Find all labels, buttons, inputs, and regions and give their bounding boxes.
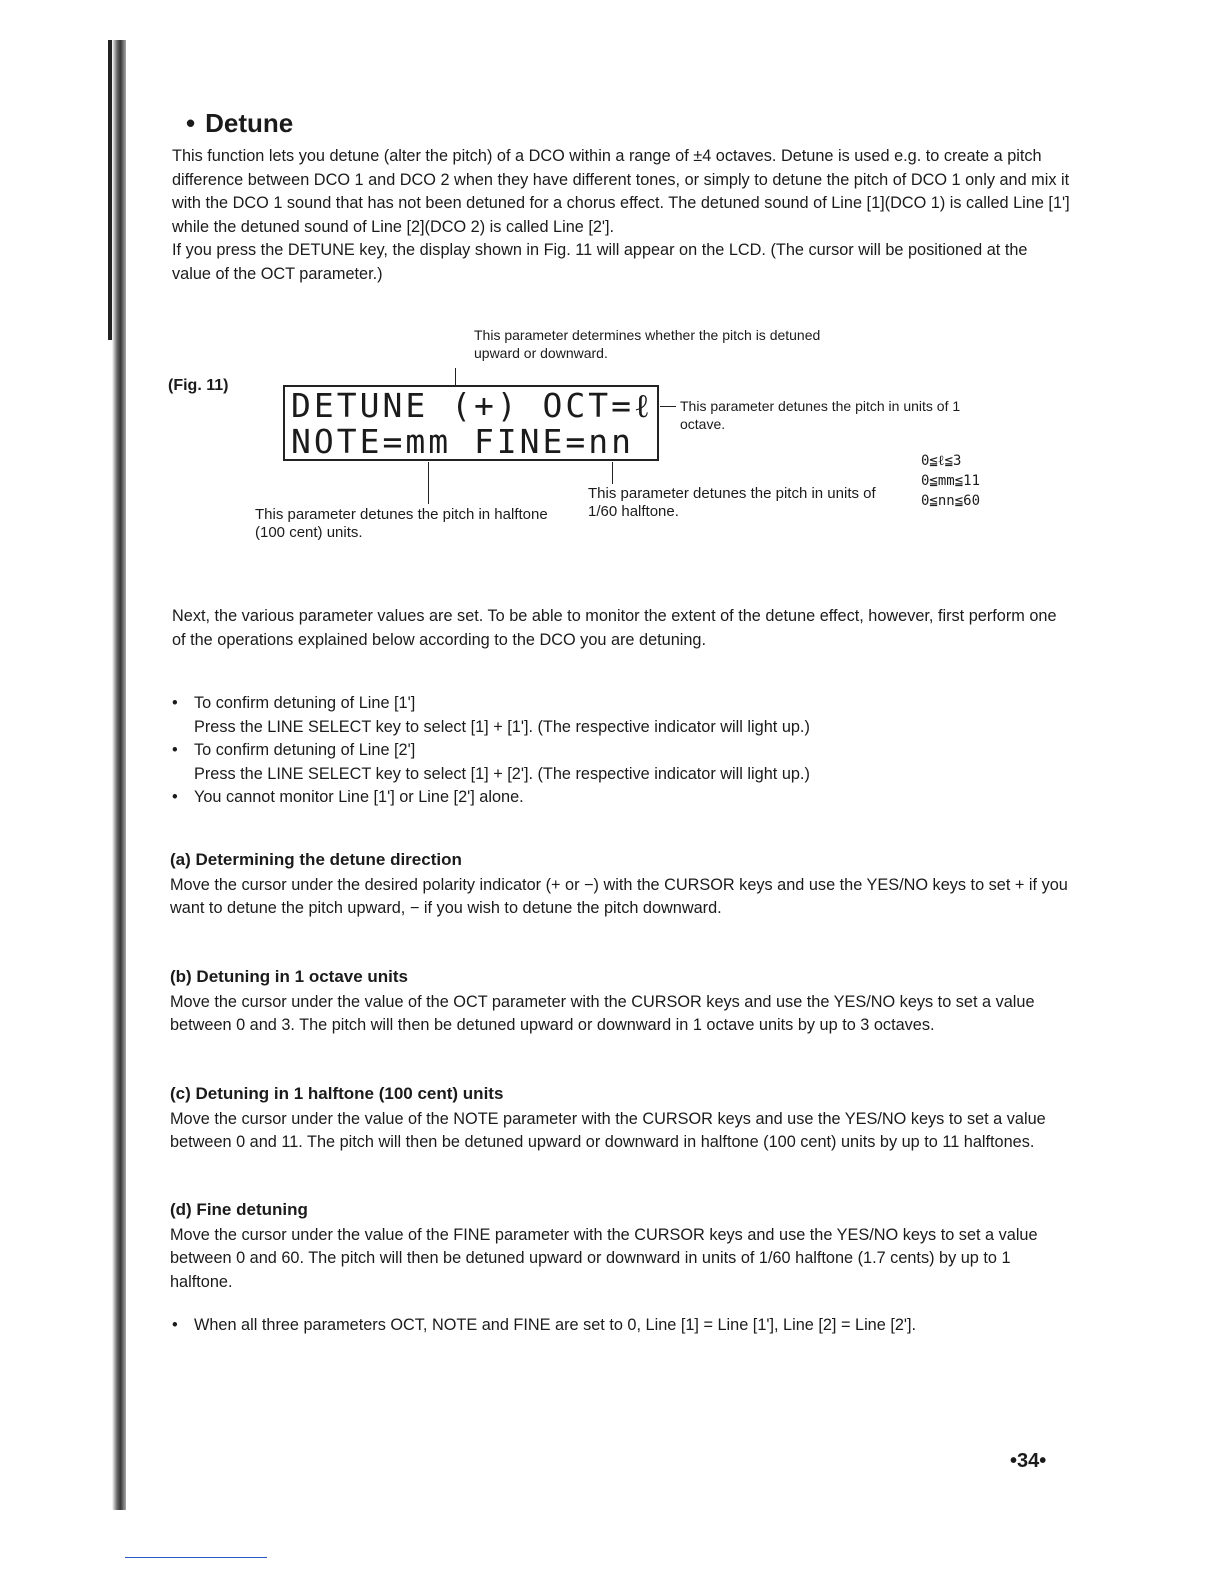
- section-heading: (d) Fine detuning: [170, 1200, 308, 1219]
- bullet-body: Press the LINE SELECT key to select [1] + [1']. (The respective indicator will light up.): [194, 717, 810, 736]
- section-a: [170, 848, 1070, 921]
- range-note: 0≦mm≦11: [921, 473, 981, 489]
- binding-edge: [112, 40, 126, 1510]
- intro-paragraph-2: If you press the DETUNE key, the display shown in Fig. 11 will appear on the LCD. (The cursor will be positioned at the value of the OCT parameter.): [172, 241, 1028, 283]
- leader-line-polarity: [455, 368, 456, 386]
- intro-text: [172, 145, 1070, 286]
- bullet-title: • To confirm detuning of Line [1']: [194, 694, 416, 712]
- annotation-oct: This parameter detunes the pitch in units of 1 octave.: [680, 398, 961, 432]
- confirm-bullets: [172, 692, 1070, 810]
- bullet-body: Press the LINE SELECT key to select [1] + [2']. (The respective indicator will light up.): [194, 764, 810, 783]
- section-body: Move the cursor under the desired polarity indicator (+ or −) with the CURSOR keys and use the YES/NO keys to set + if you want to detune the pitch upward, − if you wish to detune the pitch downward.: [170, 875, 1068, 917]
- lcd-display: [283, 385, 659, 461]
- bullet-item: [172, 739, 1070, 786]
- section-d: [170, 1198, 1070, 1294]
- binding-shadow: [108, 40, 112, 340]
- section-heading: (b) Detuning in 1 octave units: [170, 967, 409, 986]
- lcd-line-2: NOTE=mm FINE=nn: [291, 422, 635, 461]
- figure-label: (Fig. 11): [168, 377, 229, 394]
- section-body: Move the cursor under the value of the OCT parameter with the CURSOR keys and use the YES/NO keys to set a value between 0 and 3. The pitch will then be detuned upward or downward in 1 octave units by up to 3 octaves.: [170, 992, 1035, 1034]
- intro-paragraph-1: This function lets you detune (alter the pitch) of a DCO within a range of ±4 octaves. Detune is used e.g. to create a pitch difference between DCO 1 and DCO 2 when they have different tones, or simply to detune the pitch of DCO 1 only and mix it with the DCO 1 sound that has not been detuned for a chorus effect. The detuned sound of Line [1](DCO 1) is called Line [1'] while the detuned sound of Line [2](DCO 2) is called Line [2'].: [172, 147, 1070, 236]
- section-title: • Detune: [186, 108, 294, 138]
- leader-line-note: [428, 462, 429, 504]
- leader-line-fine: [612, 462, 613, 484]
- section-heading: (c) Detuning in 1 halftone (100 cent) units: [170, 1084, 504, 1103]
- footnote: [172, 1314, 1070, 1338]
- footnote-item: • When all three parameters OCT, NOTE and FINE are set to 0, Line [1] = Line [1'], Line [2] = Line [2'].: [172, 1314, 1070, 1338]
- page-number: •34•: [1010, 1450, 1047, 1472]
- section-heading: (a) Determining the detune direction: [170, 850, 462, 869]
- lcd-line-1: DETUNE (+) OCT=ℓ: [291, 386, 653, 425]
- bullet-title: • To confirm detuning of Line [2']: [194, 741, 416, 759]
- bullet-title: • You cannot monitor Line [1'] or Line [2'] alone.: [194, 788, 524, 806]
- scan-artifact-line: [125, 1557, 267, 1558]
- leader-line-oct: [660, 406, 676, 407]
- bullet-item: [172, 786, 1070, 810]
- annotation-polarity: This parameter determines whether the pitch is detuned upward or downward.: [474, 327, 821, 361]
- bullet-item: [172, 692, 1070, 739]
- range-fine: 0≦nn≦60: [921, 493, 981, 509]
- next-paragraph: Next, the various parameter values are set. To be able to monitor the extent of the detune effect, however, first perform one of the operations explained below according to the DCO you are detuning.: [172, 607, 1057, 649]
- section-b: [170, 965, 1070, 1038]
- section-c: [170, 1082, 1070, 1155]
- range-oct: 0≦ℓ≦3: [921, 453, 962, 469]
- section-body: Move the cursor under the value of the FINE parameter with the CURSOR keys and use the YES/NO keys to set a value between 0 and 60. The pitch will then be detuned upward or downward in units of 1/60 halftone (1.7 cents) by up to 1 halftone.: [170, 1225, 1038, 1291]
- annotation-note: This parameter detunes the pitch in halftone (100 cent) units.: [255, 506, 548, 541]
- section-body: Move the cursor under the value of the NOTE parameter with the CURSOR keys and use the YES/NO keys to set a value between 0 and 11. The pitch will then be detuned upward or downward in halftone (100 cent) units by up to 11 halftones.: [170, 1109, 1046, 1151]
- annotation-fine: This parameter detunes the pitch in units of 1/60 halftone.: [588, 485, 876, 520]
